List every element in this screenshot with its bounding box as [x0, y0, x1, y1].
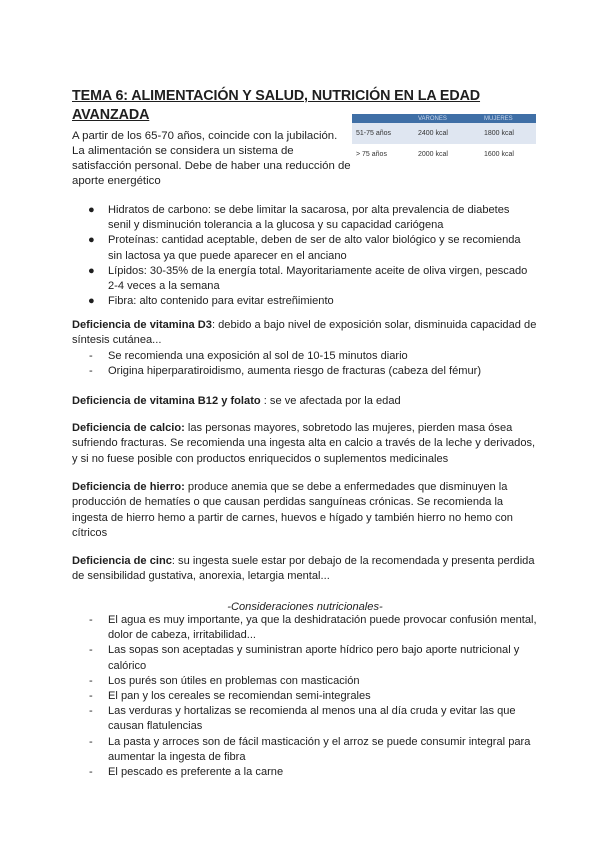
table-cell: 2000 kcal	[414, 144, 480, 165]
dash-icon: -	[89, 766, 93, 779]
list-item: - Las sopas son aceptadas y suministran aporte hídrico pero bajo aporte nutricional y calórico	[89, 644, 520, 672]
list-item: - Se recomienda una exposición al sol de 10-15 minutos diario	[72, 349, 538, 364]
table-row	[352, 123, 536, 144]
list-item: - El pescado es preferente a la carne	[72, 765, 538, 780]
bullet-icon: ●	[88, 204, 95, 216]
considerations-list	[72, 613, 538, 780]
list-item: ● Fibra: alto contenido para evitar estreñimiento	[72, 294, 532, 309]
dash-icon: -	[89, 690, 93, 703]
dash-icon: -	[89, 614, 93, 626]
dash-icon: -	[89, 644, 93, 657]
section-label: Deficiencia de hierro:	[72, 481, 185, 493]
table-header-cell: MUJERES	[480, 114, 536, 123]
list-item: - El pan y los cereales se recomiendan semi-integrales	[72, 689, 538, 704]
bullet-icon: ●	[88, 295, 95, 308]
zinc-paragraph: Deficiencia de cinc: su ingesta suele estar por debajo de la recomendada y presenta perdida de sensibilidad gustativa, anorexia, letargia mental...	[72, 555, 535, 583]
dash-icon: -	[89, 735, 93, 748]
vitamin-d-list	[72, 349, 538, 379]
table-cell: 1600 kcal	[480, 144, 536, 165]
list-item: - Las verduras y hortalizas se recomienda al menos una al día cruda y evitar las que causan flatulencias	[89, 705, 516, 733]
list-item: ● Hidratos de carbono: se debe limitar la sacarosa, por alta prevalencia de diabetes senil y disminución tolerancia a la glucosa y su capacidad cariógena	[88, 204, 510, 232]
list-item: ● Proteínas: cantidad aceptable, deben de ser de alto valor biológico y se recomienda sin lactosa ya que puede aparecer en el anciano	[88, 234, 521, 262]
dash-icon: -	[89, 350, 93, 362]
intro-paragraph: A partir de los 65-70 años, coincide con la jubilación. La alimentación se considera un sistema de satisfacción personal. Debe de haber una reducción de aporte energético	[72, 130, 351, 187]
section-label: Deficiencia de calcio:	[72, 422, 185, 434]
table-header-cell: VARONES	[414, 114, 480, 123]
table-cell: 51-75 años	[352, 123, 414, 144]
dash-icon: -	[89, 674, 93, 687]
bullet-icon: ●	[88, 264, 95, 277]
table-header-cell	[352, 114, 414, 123]
dash-icon: -	[89, 705, 93, 718]
table-row	[352, 144, 536, 165]
bullet-icon: ●	[88, 234, 95, 247]
calcium-paragraph: Deficiencia de calcio: las personas mayores, sobretodo las mujeres, pierden masa ósea sufriendo fracturas. Se recomienda una ingesta alta en calcio a través de la leche y derivados, y si no fuese posible con productos enriquecidos o suplementos medicinales	[72, 422, 536, 465]
dash-icon: -	[89, 365, 93, 378]
list-item: - Origina hiperparatiroidismo, aumenta riesgo de fracturas (cabeza del fémur)	[72, 364, 538, 379]
macronutrient-list	[72, 203, 532, 309]
considerations-heading: -Consideraciones nutricionales-	[227, 601, 383, 613]
vitamin-d-paragraph: Deficiencia de vitamina D3: debido a bajo nivel de exposición solar, disminuida capacidad de síntesis cutánea...	[72, 319, 537, 347]
table-cell: 1800 kcal	[480, 123, 536, 144]
list-item: - La pasta y arroces son de fácil masticación y el arroz se puede consumir integral para aumentar la ingesta de fibra	[89, 735, 531, 763]
vitamin-b12-paragraph: Deficiencia de vitamina B12 y folato : se ve afectada por la edad	[72, 395, 401, 407]
page-title: TEMA 6: ALIMENTACIÓN Y SALUD, NUTRICIÓN EN LA EDAD AVANZADA	[72, 88, 481, 123]
table-cell: > 75 años	[352, 144, 414, 165]
section-label: Deficiencia de vitamina B12 y folato	[72, 395, 261, 407]
list-item: - Los purés son útiles en problemas con masticación	[72, 674, 538, 689]
list-item: - El agua es muy importante, ya que la deshidratación puede provocar confusión mental, dolor de cabeza, irritabilidad...	[89, 614, 537, 642]
energy-requirements-table	[352, 114, 536, 165]
section-label: Deficiencia de cinc	[72, 555, 172, 567]
table-header-row	[352, 114, 536, 123]
iron-paragraph: Deficiencia de hierro: produce anemia que se debe a enfermedades que disminuyen la producción de hematíes o que causan perdidas sanguíneas crónicas. Se recomienda la ingesta de hierro hemo a partir de carnes, huevos e hígado y también hierro no hemo con cítricos	[72, 481, 513, 540]
table-cell: 2400 kcal	[414, 123, 480, 144]
section-label: Deficiencia de vitamina D3	[72, 319, 212, 331]
list-item: ● Lípidos: 30-35% de la energía total. Mayoritariamente aceite de oliva virgen, pescado 2-4 veces a la semana	[88, 264, 528, 293]
